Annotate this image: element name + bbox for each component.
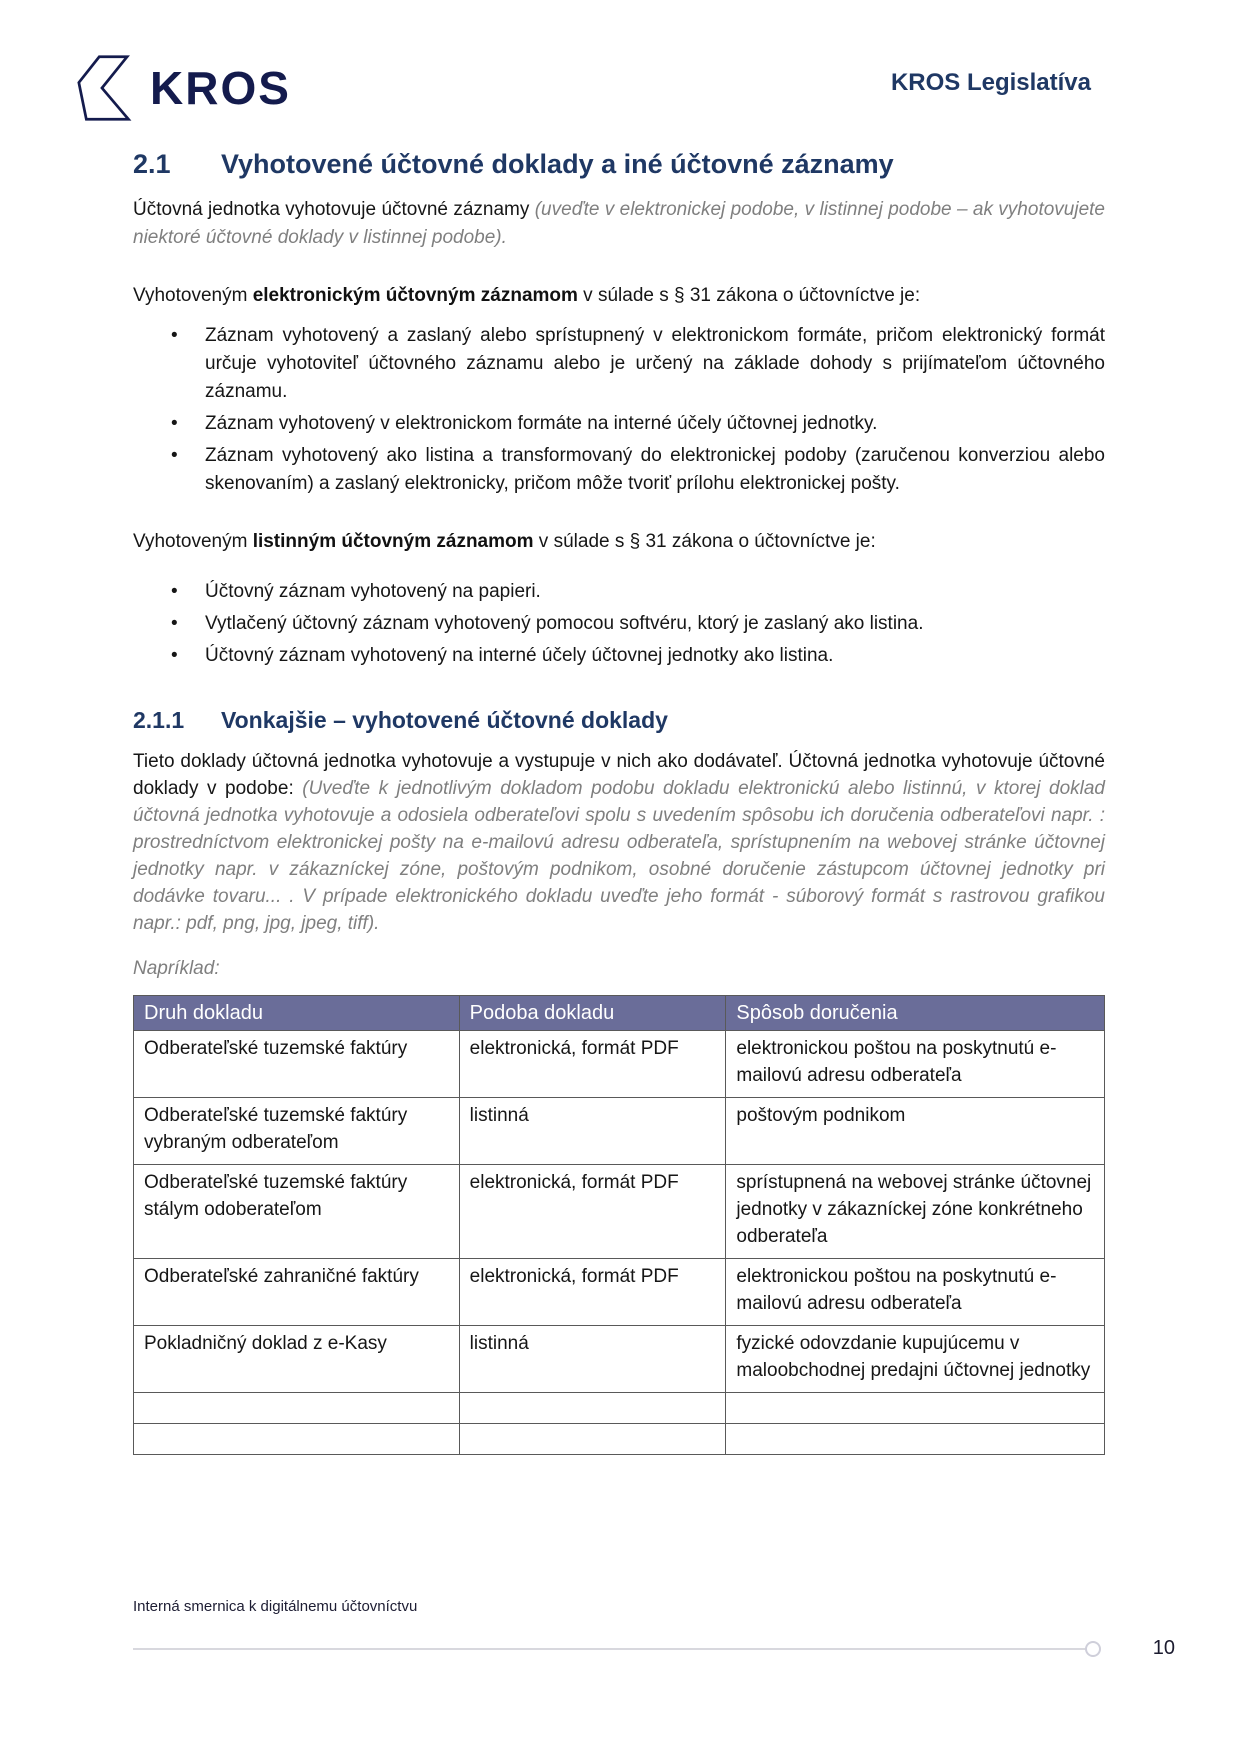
table-row — [134, 1259, 1105, 1326]
subsection-number: 2.1.1 — [133, 707, 185, 733]
column-header: Druh dokladu — [134, 996, 460, 1031]
table-cell — [726, 1393, 1105, 1424]
table-cell: poštovým podnikom — [726, 1098, 1105, 1165]
table-cell: elektronická, formát PDF — [459, 1165, 726, 1259]
paper-lead-paragraph — [133, 528, 1105, 556]
kros-logo — [72, 54, 291, 122]
table-cell: sprístupnená na webovej stránke účtovnej jednotky v zákazníckej zóne konkrétneho odberateľa — [726, 1165, 1105, 1259]
documents-table — [133, 995, 1105, 1455]
footer-title: Interná smernica k digitálnemu účtovníctvu — [133, 1598, 418, 1615]
table-row — [134, 1424, 1105, 1455]
list-item: • Záznam vyhotovený a zaslaný alebo sprístupnený v elektronickom formáte, pričom elektronický formát určuje vyhotoviteľ účtovného záznamu alebo je určený na základe dohody s prijímateľom účtovného záznamu. — [133, 322, 1105, 406]
list-item: • Vytlačený účtovný záznam vyhotovený pomocou softvéru, ktorý je zaslaný ako listina. — [133, 610, 1105, 638]
page-number: 10 — [1152, 1637, 1175, 1659]
table-cell: Odberateľské zahraničné faktúry — [134, 1259, 460, 1326]
list-item: • Účtovný záznam vyhotovený na interné účely účtovnej jednotky ako listina. — [133, 642, 1105, 670]
list-item: • Záznam vyhotovený v elektronickom formáte na interné účely účtovnej jednotky. — [133, 410, 1105, 438]
table-cell: Odberateľské tuzemské faktúry — [134, 1031, 460, 1098]
subsection-title: Vonkajšie – vyhotovené účtovné doklady — [221, 707, 668, 733]
table-cell: elektronickou poštou na poskytnutú e-mailovú adresu odberateľa — [726, 1259, 1105, 1326]
table-cell — [459, 1424, 726, 1455]
document-type-label: KROS Legislatíva — [890, 69, 1091, 96]
subsection-heading — [133, 706, 1105, 734]
table-row — [134, 1098, 1105, 1165]
table-cell: listinná — [459, 1098, 726, 1165]
list-item: • Účtovný záznam vyhotovený na papieri. — [133, 578, 1105, 606]
example-label: Napríklad: — [133, 958, 220, 979]
table-row — [134, 1165, 1105, 1259]
electronic-record-list — [133, 322, 1105, 498]
table-row — [134, 1393, 1105, 1424]
page-footer — [133, 1598, 1175, 1660]
paper-lead-bold: listinným účtovným záznamom — [252, 531, 534, 552]
paper-record-list — [133, 578, 1105, 670]
table-cell — [459, 1393, 726, 1424]
table-cell: Pokladničný doklad z e-Kasy — [134, 1326, 460, 1393]
table-cell: Odberateľské tuzemské faktúry stálym odoberateľom — [134, 1165, 460, 1259]
intro-note: (uveďte v elektronickej podobe, v listinnej podobe – ak vyhotovujete niektoré účtovné doklady v listinnej podobe). — [133, 199, 1105, 248]
electronic-lead-pre: Vyhotoveným — [133, 285, 253, 306]
column-header: Podoba dokladu — [459, 996, 726, 1031]
table-cell: elektronickou poštou na poskytnutú e-mailovú adresu odberateľa — [726, 1031, 1105, 1098]
table-row — [134, 1326, 1105, 1393]
paper-lead-pre: Vyhotoveným — [133, 531, 253, 552]
kros-logo-text: KROS — [150, 62, 291, 114]
table-cell: elektronická, formát PDF — [459, 1031, 726, 1098]
page-header — [0, 0, 1241, 124]
table-cell: fyzické odovzdanie kupujúcemu v maloobchodnej predajni účtovnej jednotky — [726, 1326, 1105, 1393]
table-header-row — [134, 996, 1105, 1031]
kros-logo-icon — [72, 54, 136, 122]
section-number: 2.1 — [133, 149, 171, 179]
column-header: Spôsob doručenia — [726, 996, 1105, 1031]
footer-circle-ornament — [1085, 1641, 1101, 1657]
intro-paragraph — [133, 196, 1105, 252]
footer-divider — [133, 1648, 1097, 1650]
page-content — [0, 148, 1241, 1455]
table-row — [134, 1031, 1105, 1098]
electronic-lead-post: v súlade s § 31 zákona o účtovníctve je: — [577, 285, 921, 306]
intro-text: Účtovná jednotka vyhotovuje účtovné záznamy — [133, 199, 535, 220]
table-cell — [726, 1424, 1105, 1455]
table-cell: Odberateľské tuzemské faktúry vybraným odberateľom — [134, 1098, 460, 1165]
section-title: Vyhotovené účtovné doklady a iné účtovné záznamy — [221, 149, 894, 179]
subsection-paragraph — [133, 748, 1105, 937]
table-cell — [134, 1393, 460, 1424]
subsection-note: (Uveďte k jednotlivým dokladom podobu dokladu elektronickú alebo listinnú, v ktorej doklad účtovná jednotka vyhotovuje a odosiela odberateľovi spolu s uvedením spôsobu ich doručenia odberateľovi napr. : prostredníctvom elektronickej pošty na e-mailovú adresu odberateľa, sprístupnením na webovej stránke účtovnej jednotky napr. v zákazníckej zóne, poštovým podnikom, osobné doručenie zástupcom účtovnej jednotky pri dodávke tovaru... . V prípade elektronického dokladu uveďte jeho formát - súborový formát s rastrovou grafikou napr.: pdf, png, jpg, jpeg, tiff). — [133, 778, 1105, 934]
footer-rule-row — [133, 1637, 1175, 1660]
subsection-text: Tieto doklady účtovná jednotka vyhotovuje a vystupuje v nich ako dodávateľ. Účtovná jednotka vyhotovuje účtovné doklady v podobe: — [133, 751, 1105, 799]
table-cell: listinná — [459, 1326, 726, 1393]
paper-lead-post: v súlade s § 31 zákona o účtovníctve je: — [533, 531, 876, 552]
table-cell: elektronická, formát PDF — [459, 1259, 726, 1326]
list-item: • Záznam vyhotovený ako listina a transformovaný do elektronickej podoby (zaručenou konverziou alebo skenovaním) a zaslaný elektronicky, pričom môže tvoriť prílohu elektronickej pošty. — [133, 442, 1105, 498]
electronic-lead-bold: elektronickým účtovným záznamom — [252, 285, 578, 306]
electronic-lead-paragraph — [133, 282, 1105, 310]
table-cell — [134, 1424, 460, 1455]
section-heading — [133, 148, 1105, 181]
